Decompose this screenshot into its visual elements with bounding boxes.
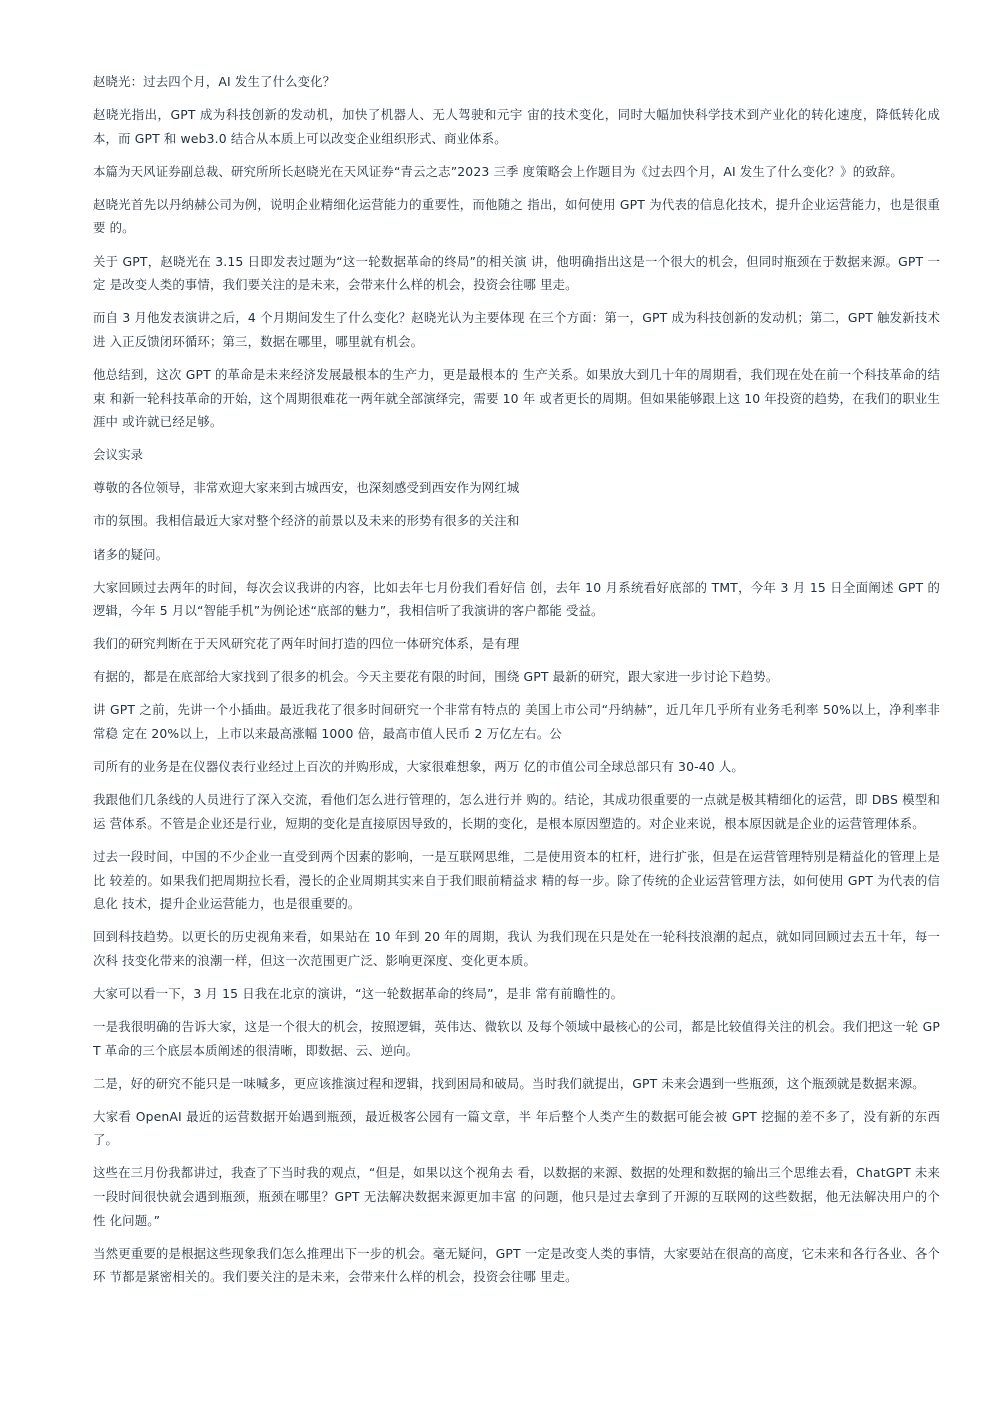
paragraph: 二是，好的研究不能只是一味喊多，更应该推演过程和逻辑，找到困局和破局。当时我们就提出，GPT 未来会遇到一些瓶颈，这个瓶颈就是数据来源。 xyxy=(93,1075,925,1091)
section-heading: 会议实录 xyxy=(93,447,144,463)
paragraph: 我们的研究判断在于天风研究花了两年时间打造的四位一体研究体系，是有理 xyxy=(93,636,520,652)
article-title: 赵晓光：过去四个月，AI 发生了什么变化？ xyxy=(93,74,336,89)
paragraph: 尊敬的各位领导，非常欢迎大家来到古城西安，也深刻感受到西安作为网红城 xyxy=(93,480,520,496)
paragraph: 关于 GPT，赵晓光在 3.15 日即发表过题为“这一轮数据革命的终局”的相关演 讲，他明确指出这是一个很大的机会，但同时瓶颈在于数据来源。GPT 一定 是改变人类的事情，我们要关注的是未来，会带来什么样的机会，投资会往哪 里走。 xyxy=(93,253,940,293)
paragraph: 司所有的业务是在仪器仪表行业经过上百次的并购形成，大家很难想象，两万 亿的市值公司全球总部只有 30-40 人。 xyxy=(93,759,744,775)
paragraph: 市的氛围。我相信最近大家对整个经济的前景以及未来的形势有很多的关注和 xyxy=(93,513,520,529)
paragraph: 有据的，都是在底部给大家找到了很多的机会。今天主要花有限的时间，围绕 GPT 最新的研究，跟大家进一步讨论下趋势。 xyxy=(93,669,779,685)
paragraph: 回到科技趋势。以更长的历史视角来看，如果站在 10 年到 20 年的周期，我认 为我们现在只是处在一轮科技浪潮的起点，就如同回顾过去五十年，每一次科 技变化带来的浪潮一样，但这一次范围更广泛、影响更深度、变化更本质。 xyxy=(93,929,940,968)
paragraph: 而自 3 月他发表演讲之后，4 个月期间发生了什么变化？赵晓光认为主要体现 在三个方面：第一，GPT 成为科技创新的发动机；第二，GPT 触发新技术进 入正反馈闭环循环；第三，数据在哪里，哪里就有机会。 xyxy=(93,310,940,349)
paragraph: 赵晓光指出，GPT 成为科技创新的发动机，加快了机器人、无人驾驶和元宇 宙的技术变化，同时大幅加快科学技术到产业化的转化速度，降低转化成本，而 GPT 和 web3.0 结合从本质上可以改变企业组织形式、商业体系。 xyxy=(93,107,940,146)
paragraph: 我跟他们几条线的人员进行了深入交流，看他们怎么进行管理的，怎么进行并 购的。结论，其成功很重要的一点就是极其精细化的运营，即 DBS 模型和运 营体系。不管是企业还是行业，短期的变化是直接原因导致的，长期的变化，是根本原因塑造的。对企业来说，根本原因就是企业的运营管理体系。 xyxy=(93,792,940,831)
paragraph: 他总结到，这次 GPT 的革命是未来经济发展最根本的生产力，更是最根本的 生产关系。如果放大到几十年的周期看，我们现在处在前一个科技革命的结束 和新一轮科技革命的开始，这个周期很难花一两年就全部演绎完，需要 10 年 或者更长的周期。但如果能够跟上这 10 年投资的趋势，在我们的职业生涯中 或许就已经足够。 xyxy=(93,366,940,430)
paragraph: 讲 GPT 之前，先讲一个小插曲。最近我花了很多时间研究一个非常有特点的 美国上市公司“丹纳赫”，近几年几乎所有业务毛利率 50%以上，净利率非常稳 定在 20%以上，上市以来最高涨幅 1000 倍，最高市值人民币 2 万亿左右。公 xyxy=(93,702,940,742)
paragraph: 赵晓光首先以丹纳赫公司为例，说明企业精细化运营能力的重要性，而他随之 指出，如何使用 GPT 为代表的信息化技术，提升企业运营能力，也是很重要 的。 xyxy=(93,196,940,236)
paragraph: 本篇为天风证券副总裁、研究所所长赵晓光在天风证券“青云之志”2023 三季 度策略会上作题目为《过去四个月，AI 发生了什么变化？》的致辞。 xyxy=(93,163,903,179)
paragraph: 大家回顾过去两年的时间，每次会议我讲的内容，比如去年七月份我们看好信 创，去年 10 月系统看好底部的 TMT，今年 3 月 15 日全面阐述 GPT 的逻辑，今年 5 月以“智能手机”为例论述“底部的魅力”，我相信听了我演讲的客户都能 受益。 xyxy=(93,579,940,619)
paragraph: 过去一段时间，中国的不少企业一直受到两个因素的影响，一是互联网思维，二是使用资本的杠杆，进行扩张，但是在运营管理特别是精益化的管理上是比 较差的。如果我们把周期拉长看，漫长的企业周期其实来自于我们眼前精益求 精的每一步。除了传统的企业运营管理方法，如何使用 GPT 为代表的信息化 技术，提升企业运营能力，也是很重要的。 xyxy=(93,848,940,912)
paragraph: 这些在三月份我都讲过，我查了下当时我的观点，“但是，如果以这个视角去 看，以数据的来源、数据的处理和数据的输出三个思维去看，ChatGPT 未来 一段时间很快就会遇到瓶颈，瓶颈在哪里？GPT 无法解决数据来源更加丰富 的问题，他只是过去拿到了开源的互联网的这些数据，他无法解决用户的个性 化问题。” xyxy=(93,1165,940,1228)
paragraph: 大家可以看一下，3 月 15 日我在北京的演讲，“这一轮数据革命的终局”，是非 常有前瞻性的。 xyxy=(93,985,624,1001)
paragraph: 当然更重要的是根据这些现象我们怎么推理出下一步的机会。毫无疑问，GPT 一定是改变人类的事情，大家要站在很高的高度，它未来和各行各业、各个环 节都是紧密相关的。我们要关注的是未来，会带来什么样的机会，投资会往哪 里走。 xyxy=(93,1245,940,1285)
paragraph: 诸多的疑问。 xyxy=(93,546,169,562)
paragraph: 大家看 OpenAI 最近的运营数据开始遇到瓶颈，最近极客公园有一篇文章，半 年后整个人类产生的数据可能会被 GPT 挖掘的差不多了，没有新的东西了。 xyxy=(93,1108,940,1148)
paragraph: 一是我很明确的告诉大家，这是一个很大的机会，按照逻辑，英伟达、微软以 及每个领域中最核心的公司，都是比较值得关注的机会。我们把这一轮 GPT 革命的三个底层本质阐述的很清晰，即数据、云、逆向。 xyxy=(93,1019,940,1058)
